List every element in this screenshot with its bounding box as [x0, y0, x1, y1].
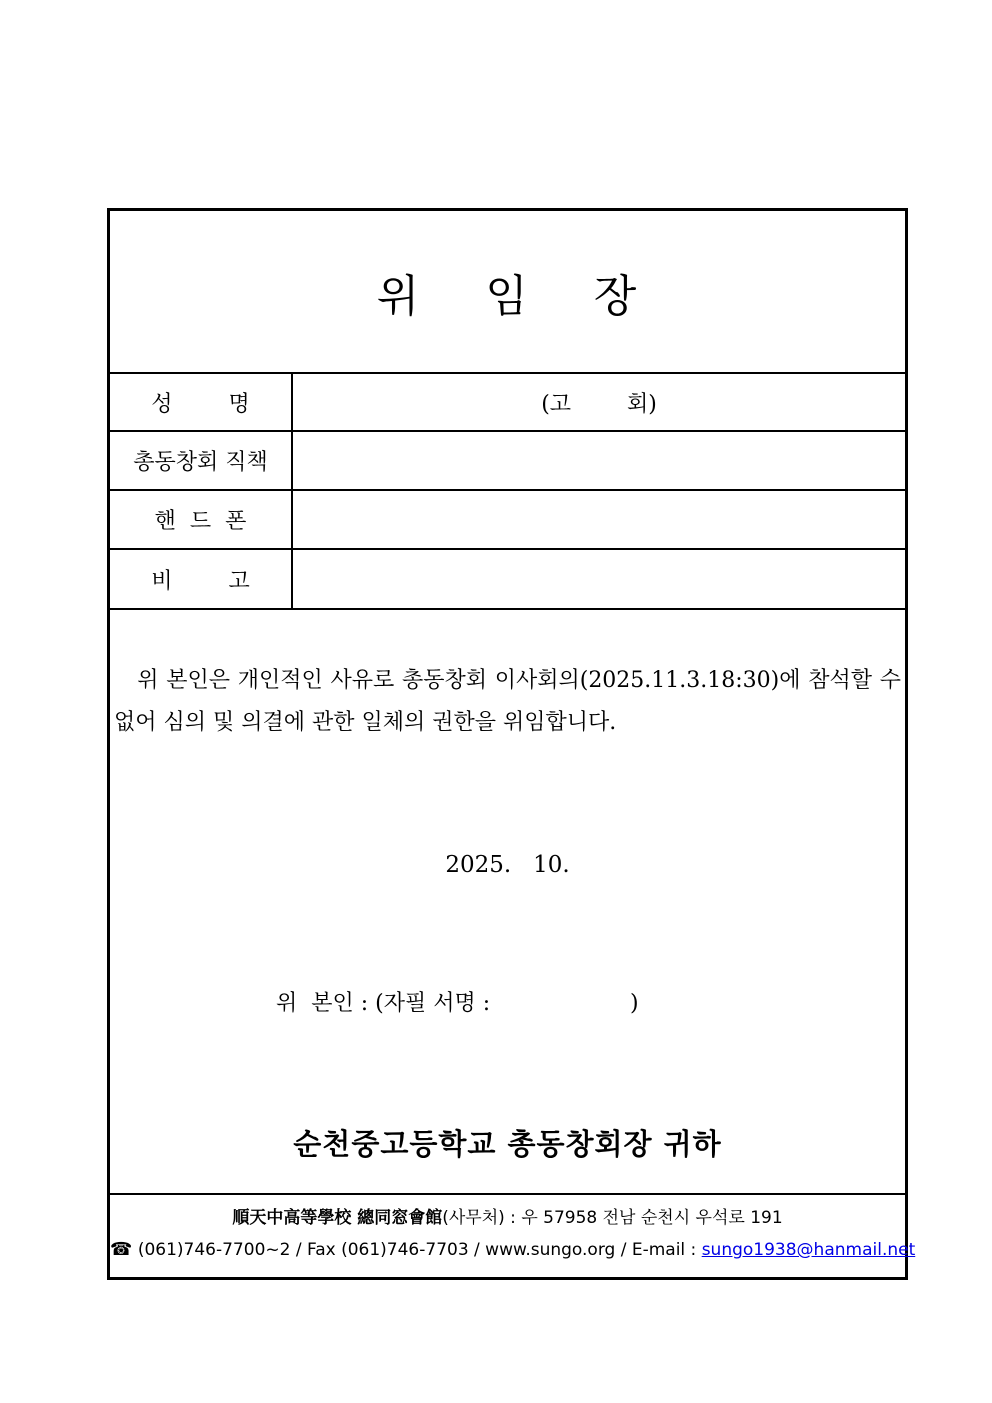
- date-line: 2025. 10.: [445, 852, 570, 878]
- footer-contact-line: [110, 1234, 916, 1266]
- signature-line: 위 본인 : (자필 서명 : ): [276, 991, 639, 1016]
- addressee-line: 순천중고등학교 총동창회장 귀하: [293, 1127, 722, 1161]
- row-label-position: 총동창회 직책: [110, 432, 293, 489]
- footer: [110, 1193, 916, 1277]
- table-row-remarks: [110, 548, 905, 608]
- row-label-remarks: 비 고: [110, 550, 293, 608]
- row-label-name: 성 명: [110, 374, 293, 430]
- footer-address-line: [110, 1202, 905, 1234]
- info-table: [110, 372, 905, 608]
- org-address: (사무처) : 우 57958 전남 순천시 우석로 191: [442, 1208, 783, 1228]
- body-section: [110, 608, 909, 1193]
- proxy-form-document: [107, 208, 916, 1280]
- email-link[interactable]: sungo1938@hanmail.net: [701, 1240, 916, 1260]
- row-value-position: [293, 432, 905, 489]
- delegation-statement: 위 본인은 개인적인 사유로 총동창회 이사회의(2025.11.3.18:30)에 참석할 수 없어 심의 및 의결에 관한 일체의 권한을 위임합니다.: [114, 668, 909, 735]
- page-title: 위 임 장: [376, 270, 639, 322]
- table-row-phone: [110, 489, 905, 548]
- row-label-phone: 핸 드 폰: [110, 491, 293, 548]
- org-name: 順天中高等學校 總同窓會館: [232, 1208, 443, 1228]
- row-value-phone: [293, 491, 905, 548]
- table-row-name: [110, 372, 905, 430]
- title-section: [110, 211, 905, 372]
- row-value-remarks: [293, 550, 905, 608]
- row-value-name: (고 회): [541, 391, 657, 417]
- telephone-icon: ☎: [110, 1239, 133, 1260]
- contact-info: (061)746-7700~2 / Fax (061)746-7703 / www.sungo.org / E-mail :: [132, 1240, 702, 1260]
- table-row-position: [110, 430, 905, 489]
